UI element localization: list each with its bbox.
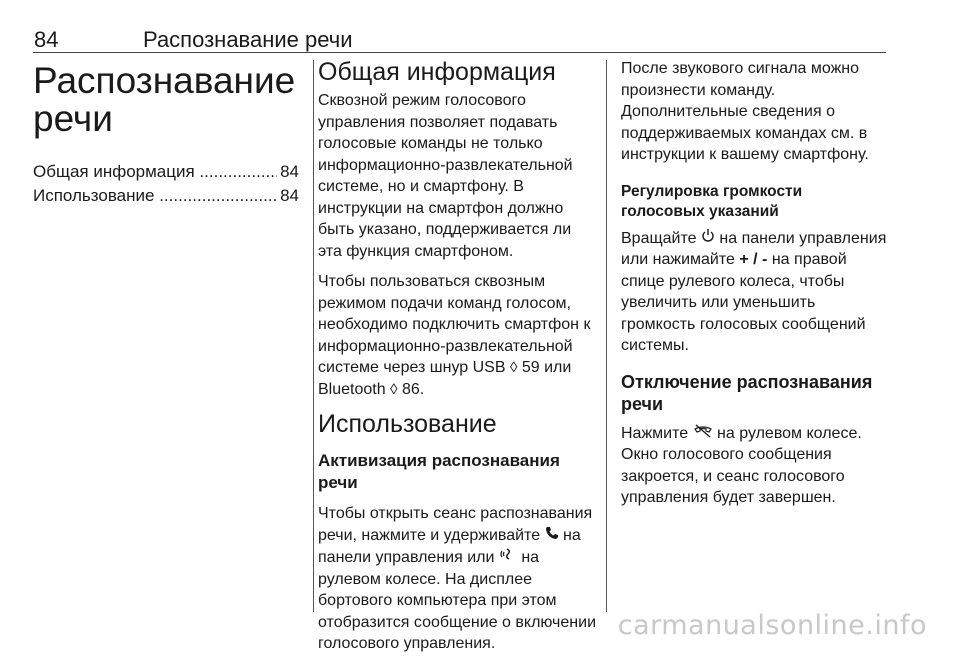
column-divider-2 xyxy=(606,60,607,612)
reference-arrow-icon: ◊ xyxy=(509,359,518,376)
header-rule xyxy=(33,52,886,53)
phone-icon xyxy=(545,525,559,547)
paragraph-volume: Вращайте на панели управления или нажимайте + / - на правой спице рулевого колеса, чтобы увеличить или уменьшить громкость голосовых сообщений системы. xyxy=(621,229,887,354)
paragraph-activate: Чтобы открыть сеанс распознавания речи, нажмите и удерживайте на панели управления или на рулевом колесе. На дисплее бортового компьютера при этом отобразится сообщение о включении голосового управления. xyxy=(318,505,596,652)
paragraph-after-signal: После звукового сигнала можно произнести команду. Дополнительные сведения о поддерживаемых командах см. в инструкции к вашему смартфону. xyxy=(621,60,869,163)
page-header xyxy=(33,0,886,52)
power-knob-icon xyxy=(701,228,715,250)
paragraph-general-1: Сквозной режим голосового управления позволяет подавать голосовые команды не только информационно-развлекательной системе, но и смартфону. В инструкции на смартфон должно быть указано, поддерживается ли эта функция смартфоном. xyxy=(318,92,573,260)
watermark: carmanualsonline.info xyxy=(617,610,927,641)
page-ref[interactable]: 59 xyxy=(521,359,540,376)
running-title: Распознавание речи xyxy=(143,27,353,52)
page-number: 84 xyxy=(34,27,59,52)
paragraph-off: Нажмите на рулевом колесе. Окно голосового сообщения закроется, и сеанс голосового управления будет завершен. xyxy=(621,424,862,506)
toc-item-general[interactable] xyxy=(33,160,299,184)
heading-usage: Использование xyxy=(318,410,497,438)
toc-item-usage[interactable] xyxy=(33,184,299,208)
subheading-activate: Активизация распознавания речи xyxy=(318,451,560,492)
column-right xyxy=(621,58,889,518)
paragraph-general-2: Чтобы пользоваться сквозным режимом подачи команд голосом, необходимо подключить смартфон к информационно-развлекательной системе через шнур USB ◊ 59 или Bluetooth ◊ 86. xyxy=(318,273,591,398)
toc-label: Использование ..... xyxy=(33,184,277,208)
heading-general: Общая информация xyxy=(318,58,556,86)
subheading-off: Отключение распознавания речи xyxy=(621,371,873,414)
page-ref[interactable]: 86. xyxy=(401,380,425,398)
toc-page: 84 xyxy=(280,162,299,181)
toc-label: Общая информация ..... xyxy=(33,160,277,184)
reference-arrow-icon: ◊ xyxy=(390,380,398,398)
column-toc xyxy=(33,58,299,208)
column-divider-1 xyxy=(313,60,314,612)
chapter-title: Распознавание речи xyxy=(33,60,296,139)
voice-steering-icon xyxy=(499,546,517,569)
column-main xyxy=(318,58,596,664)
voice-off-icon xyxy=(693,423,713,445)
subheading-volume: Регулировка громкости голосовых указаний xyxy=(621,182,803,220)
toc-page: 84 xyxy=(280,186,299,205)
